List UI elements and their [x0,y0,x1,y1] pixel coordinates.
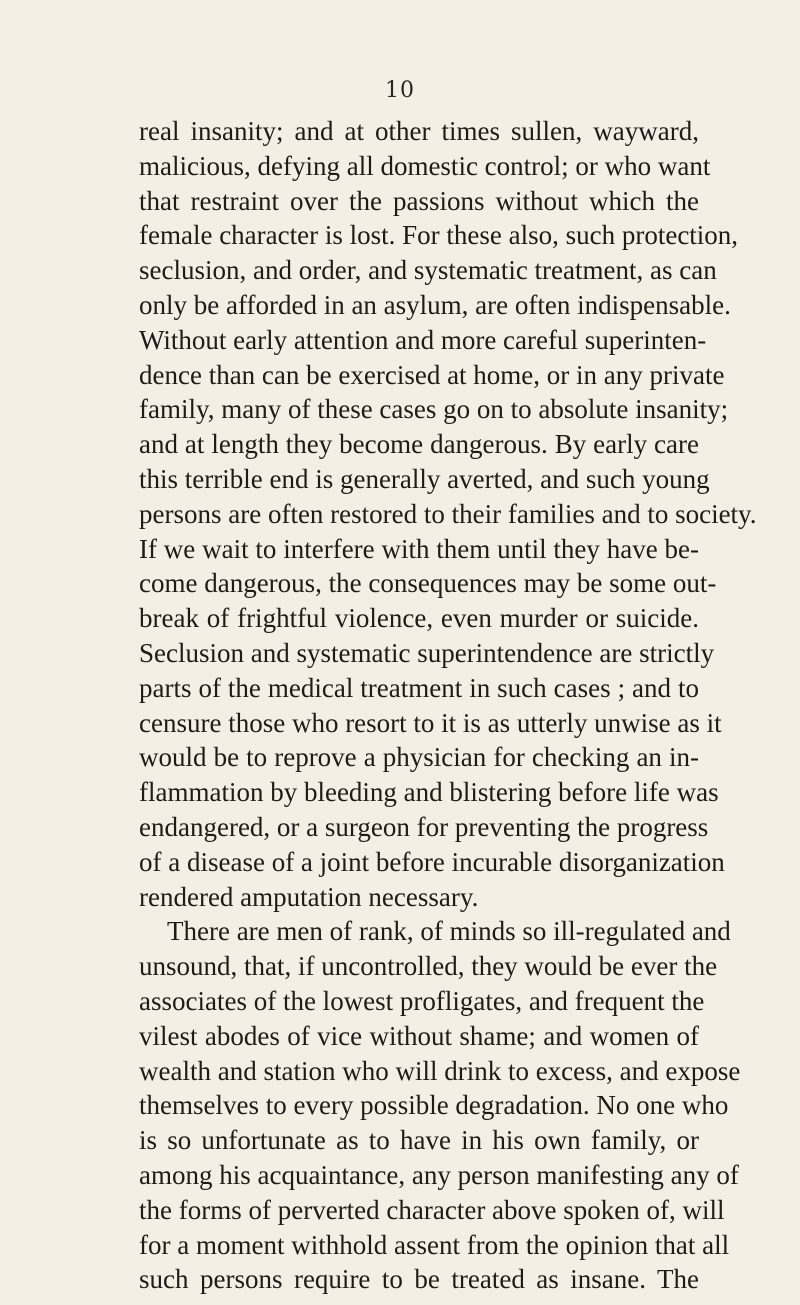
text-line: unsound, that, if uncontrolled, they would be ever the [139,951,718,982]
text-line: would be to reprove a physician for checking an in- [139,742,699,773]
text-line: come dangerous, the consequences may be some out- [139,568,717,599]
text-line: Without early attention and more careful superinten- [139,324,707,355]
text-line: only be afforded in an asylum, are often indispensable. [139,289,731,320]
text-line: of a disease of a joint before incurable disorganization [139,846,725,877]
paragraph-start-line: There are men of rank, of minds so ill-regulated and [167,916,731,947]
text-line: vilest abodes of vice without shame; and women of [139,1020,699,1051]
text-line: wealth and station who will drink to excess, and expose [139,1055,741,1086]
text-line: and at length they become dangerous. By early care [139,429,699,460]
text-line: family, many of these cases go on to absolute insanity; [139,394,729,425]
paragraph-end-line: rendered amputation necessary. [139,881,479,912]
body-text [139,114,757,1297]
text-line: is so unfortunate as to have in his own family, or [139,1125,699,1156]
text-line: flammation by bleeding and blistering before life was [139,777,719,808]
page-number: 10 [385,78,415,103]
text-line: for a moment withhold assent from the opinion that all [139,1229,730,1260]
text-line: persons are often restored to their families and to society. [139,498,757,529]
text-line: this terrible end is generally averted, and such young [139,463,710,494]
text-line: such persons require to be treated as insane. The [139,1264,699,1295]
text-line: dence than can be exercised at home, or in any private [139,359,725,390]
text-line: endangered, or a surgeon for preventing the progress [139,811,709,842]
text-line: the forms of perverted character above spoken of, will [139,1194,725,1225]
text-line: among his acquaintance, any person manifesting any of [139,1159,739,1190]
text-line: real insanity; and at other times sullen, wayward, [139,116,699,146]
text-line: seclusion, and order, and systematic treatment, as can [139,255,717,286]
text-line: censure those who resort to it is as utterly unwise as it [139,707,722,738]
text-line: parts of the medical treatment in such cases ; and to [139,672,699,703]
text-line: that restraint over the passions without which the [139,185,699,216]
text-line: associates of the lowest profligates, and frequent the [139,985,705,1016]
text-line: female character is lost. For these also, such protection, [139,220,739,251]
text-line: If we wait to interfere with them until they have be- [139,533,699,564]
text-line: malicious, defying all domestic control; or who want [139,150,711,181]
text-line: themselves to every possible degradation. No one who [139,1090,729,1121]
text-line: break of frightful violence, even murder or suicide. [139,603,699,634]
text-line: Seclusion and systematic superintendence are strictly [139,637,715,668]
